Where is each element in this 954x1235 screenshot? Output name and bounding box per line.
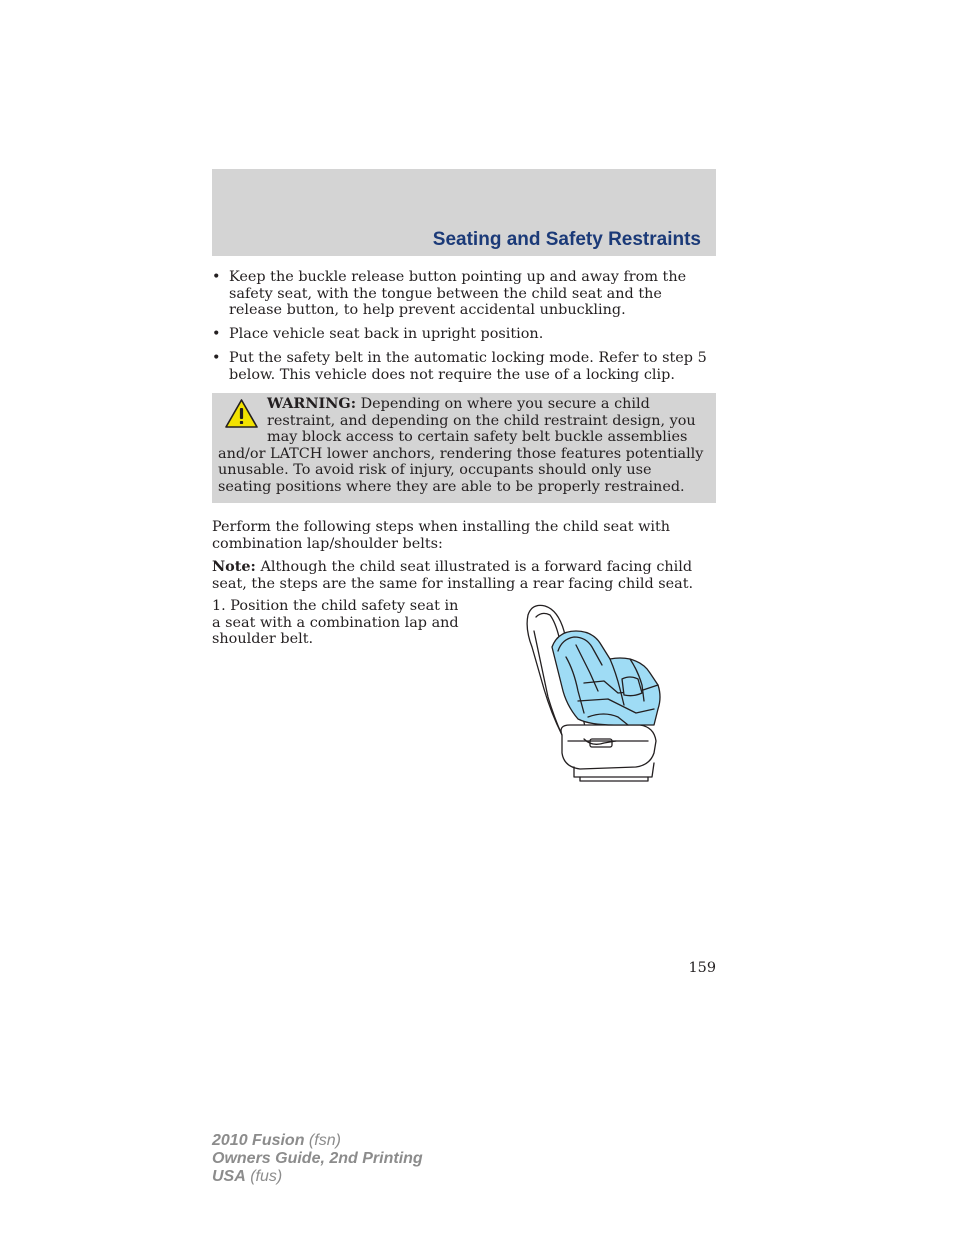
footer-model-line (212, 1132, 423, 1150)
footer-model: 2010 Fusion (212, 1132, 305, 1149)
bullet-text: Keep the buckle release button pointing up and away from the safety seat, with the tongue between the child seat and the release button, to help prevent accidental unbuckling. (229, 269, 687, 318)
intro-paragraph: Perform the following steps when installing the child seat with combination lap/shoulder belts: (212, 519, 671, 552)
warning-body: Depending on where you secure a child restraint, and depending on the child restraint design, you may block access to certain safety belt buckle assemblies and/or LATCH lower anchors, rendering those features potentially unusable. To avoid risk of injury, occupants should only use seating positions where they are able to be properly restrained. (218, 396, 704, 495)
section-title: Seating and Safety Restraints (432, 229, 701, 250)
bullet-text: Put the safety belt in the automatic locking mode. Refer to step 5 below. This vehicle does not require the use of a locking clip. (229, 350, 707, 383)
footer-model-code: (fsn) (304, 1132, 341, 1149)
warning-triangle-icon (224, 398, 259, 430)
warning-label: WARNING: (267, 395, 357, 412)
page-number: 159 (688, 960, 716, 976)
bullet-marker: • (212, 326, 221, 342)
footer-region-line (212, 1168, 423, 1186)
document-footer (212, 1132, 423, 1186)
footer-region: USA (212, 1168, 246, 1185)
note-text: Although the child seat illustrated is a forward facing child seat, the steps are the same for installing a rear facing child seat. (212, 559, 694, 592)
child-seat-illustration (518, 601, 668, 783)
bullet-item-seat-back (212, 326, 712, 343)
note-paragraph (212, 559, 712, 592)
bullet-item-buckle (212, 269, 712, 319)
warning-box (212, 393, 716, 503)
warning-text (218, 396, 708, 495)
bullet-text: Place vehicle seat back in upright position. (229, 326, 544, 342)
section-header-band (212, 169, 716, 256)
bullet-marker: • (212, 269, 221, 285)
footer-region-code: (fus) (245, 1168, 283, 1185)
bullet-marker: • (212, 350, 221, 366)
note-label: Note: (212, 558, 256, 575)
footer-printing-line: Owners Guide, 2nd Printing (212, 1150, 423, 1167)
bullet-item-locking-mode (212, 350, 712, 383)
step-1-text: 1. Position the child safety seat in a seat with a combination lap and shoulder belt. (212, 598, 459, 647)
